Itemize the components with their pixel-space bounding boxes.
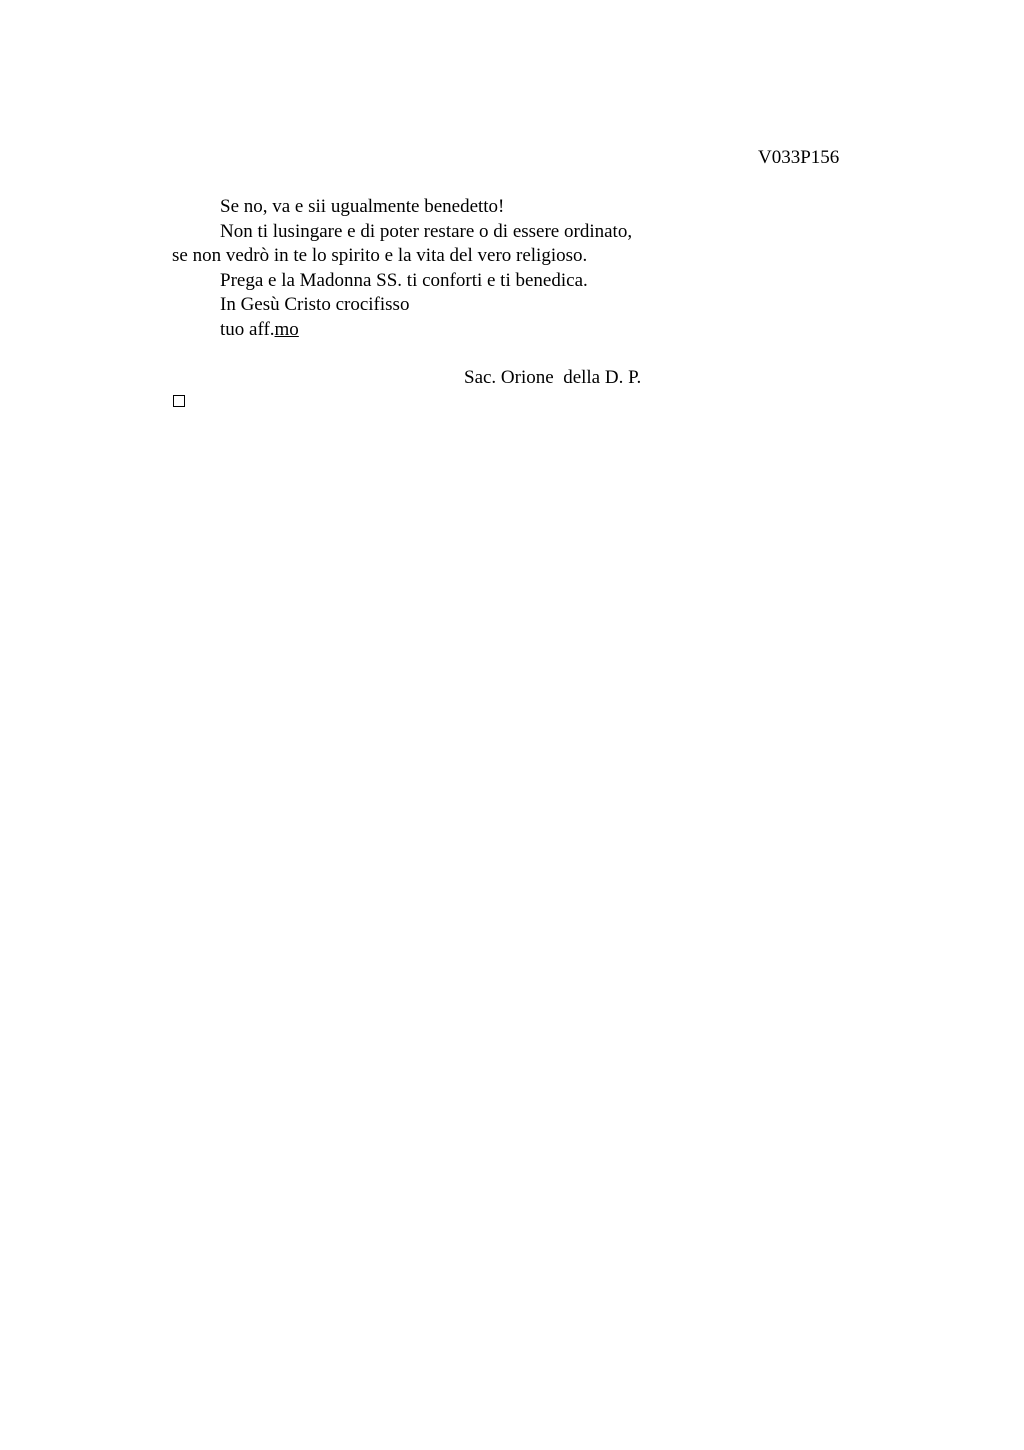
closing-prefix: tuo aff. bbox=[220, 318, 275, 340]
square-outline-icon bbox=[173, 395, 185, 407]
letter-body bbox=[172, 195, 732, 342]
letter-line-4: Prega e la Madonna SS. ti conforti e ti benedica. bbox=[220, 269, 588, 291]
closing-superscript-abbrev: mo bbox=[274, 318, 299, 340]
letter-line-5: In Gesù Cristo crocifisso bbox=[220, 294, 410, 315]
letter-line-2: Non ti lusingare e di poter restare o di essere ordinato, bbox=[220, 220, 633, 242]
letter-line-3: se non vedrò in te lo spirito e la vita del vero religioso. bbox=[172, 245, 588, 266]
letter-line-1: Se no, va e sii ugualmente benedetto! bbox=[220, 196, 505, 217]
letter-closing bbox=[172, 318, 732, 343]
page-code: V033P156 bbox=[758, 147, 840, 168]
signature: Sac. Orione della D. P. bbox=[464, 367, 642, 388]
